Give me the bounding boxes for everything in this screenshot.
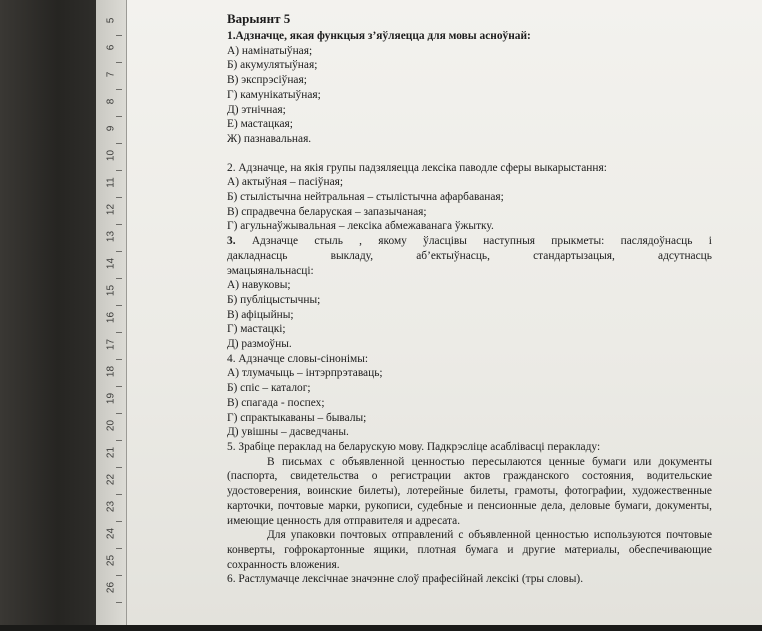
ruler-tick: [116, 224, 122, 225]
ruler-number: 8: [105, 98, 117, 105]
q3-word: дакладнасць: [227, 249, 288, 262]
ruler-number: 7: [105, 71, 117, 78]
ruler-tick: [116, 467, 122, 468]
q3-word: якому: [378, 235, 407, 248]
q3-word: Адзначце: [251, 235, 299, 248]
vertical-ruler: [96, 0, 127, 625]
q1-option: Б) акумулятыўная;: [227, 59, 318, 72]
q3-option: Г) мастацкі;: [227, 323, 286, 336]
ruler-number: 25: [105, 554, 117, 567]
q2-title: 2. Адзначце, на якія групы падзяляецца лексіка паводле сферы выкарыстання:: [227, 161, 607, 174]
q1-options: [227, 44, 727, 147]
q3-word: адсутнасць: [658, 249, 712, 262]
ruler-number: 5: [105, 17, 117, 24]
q3-option: В) афіцыйны;: [227, 308, 294, 321]
document-body: [227, 10, 727, 587]
q4-option: Б) спіс – каталог;: [227, 382, 311, 395]
ruler-tick: [116, 62, 122, 63]
ruler-number: 10: [105, 149, 117, 162]
variant-title: Варыянт 5: [227, 11, 291, 26]
ruler-number: 19: [105, 392, 117, 405]
q1-option: Д) этнічная;: [227, 103, 286, 116]
q3-title-line2: [227, 249, 712, 264]
q4-option: А) тлумачыць – інтэрпрэтаваць;: [227, 367, 383, 380]
ruler-number: 11: [105, 177, 117, 188]
q1-option: А) намінатыўная;: [227, 44, 313, 57]
ruler-number: 12: [105, 203, 117, 216]
ruler-number: 13: [105, 230, 117, 243]
ruler-number: 17: [105, 338, 117, 351]
ruler-number: 15: [105, 284, 117, 297]
ruler-number: 14: [105, 257, 117, 270]
q3-word: і: [708, 235, 712, 248]
q3-word: прыкметы:: [551, 235, 605, 248]
ruler-tick: [116, 35, 122, 36]
ruler-tick: [116, 575, 122, 576]
q3-title-line1: [227, 234, 712, 249]
ruler-tick: [116, 494, 122, 495]
q4-option: В) спагада - поспех;: [227, 396, 325, 409]
ruler-tick: [116, 89, 122, 90]
ruler-number: 16: [105, 311, 117, 324]
ruler-tick: [116, 521, 122, 522]
q3-word: паслядоўнасць: [620, 235, 693, 248]
q3-option: Б) публіцыстычны;: [227, 293, 321, 306]
ruler-tick: [116, 116, 122, 117]
q2-option: А) актыўная – пасіўная;: [227, 176, 344, 189]
ruler-number: 22: [105, 473, 117, 486]
monitor-bezel: [0, 0, 96, 631]
q5-paragraph-2: Для упаковки почтовых отправлений с объявленной ценностью используются почтовые конверты, гофрокартонные ящики, плотная бумага и другие материалы, обеспечивающие сохранность вложения.: [227, 529, 712, 571]
ruler-number: 26: [105, 581, 117, 594]
q3-word: аб’ектыўнасць,: [416, 249, 490, 262]
ruler-tick: [116, 602, 122, 603]
q1-title: 1.Адзначце, якая функцыя з’яўляецца для мовы асноўнай:: [227, 30, 531, 42]
q5-title: 5. Зрабіце пераклад на беларускую мову. Падкрэсліце асаблівасці перакладу:: [227, 440, 601, 453]
ruler-tick: [116, 170, 122, 171]
q6-title: 6. Растлумачце лексічнае значэнне слоў прафесійнай лексікі (тры словы).: [227, 573, 584, 586]
ruler-tick: [116, 386, 122, 387]
ruler-number: 6: [105, 44, 117, 51]
q4-option: Д) увішны – дасведчаны.: [227, 426, 349, 439]
ruler-tick: [116, 197, 122, 198]
q3-word: наступныя: [483, 235, 536, 248]
ruler-tick: [116, 332, 122, 333]
q3-word: выкладу,: [330, 249, 374, 262]
q3-word: ,: [359, 235, 363, 248]
ruler-tick: [116, 305, 122, 306]
ruler-number: 9: [105, 125, 117, 132]
ruler-number: 23: [105, 500, 117, 513]
ruler-tick: [116, 278, 122, 279]
q3-word: стандартызацыя,: [533, 249, 615, 262]
q3-word: ўласцівы: [423, 235, 467, 248]
ruler-tick: [116, 440, 122, 441]
q1-option: В) экспрэсіўная;: [227, 74, 307, 87]
q2-option: Г) агульнаўжывальная – лексіка абмежаванага ўжытку.: [227, 220, 494, 233]
q3-word: стыль: [314, 235, 343, 248]
ruler-number: 21: [105, 446, 117, 459]
q1-option: Г) камунікатыўная;: [227, 88, 321, 101]
ruler-tick: [116, 548, 122, 549]
q2-option: Б) стылістычна нейтральная – стылістычна афарбаваная;: [227, 191, 504, 204]
document-page[interactable]: [127, 0, 762, 625]
q3-title-line3: эмацыянальнасці:: [227, 264, 314, 277]
ruler-number: 18: [105, 365, 117, 378]
q1-option: Е) мастацкая;: [227, 118, 293, 131]
ruler-tick: [116, 143, 122, 144]
ruler-tick: [116, 251, 122, 252]
q2-option: В) спрадвечна беларуская – запазычаная;: [227, 205, 427, 218]
q4-title: 4. Адзначце словы-сінонімы:: [227, 352, 369, 365]
q4-option: Г) спрактыкаваны – бывалы;: [227, 411, 367, 424]
ruler-tick: [116, 359, 122, 360]
q3-word: 3.: [227, 235, 236, 248]
q3-option: Д) размоўны.: [227, 338, 292, 351]
ruler-tick: [116, 413, 122, 414]
ruler-number: 24: [105, 527, 117, 540]
q5-paragraph-1: В письмах с объявленной ценностью пересылаются ценные бумаги или документы (паспорта, свидетельства о регистрации актов гражданского состояния, водительские удостоверения, воинские билеты), лотерейные билеты, грамоты, фотографии, художественные карточки, почтовые марки, рукописи, судебные и пенсионные дела, деловые бумаги, документы, имеющие ценность для отправителя и адресата.: [227, 455, 712, 527]
q1-option: Ж) пазнавальная.: [227, 132, 312, 145]
ruler-number: 20: [105, 419, 117, 432]
q3-option: А) навуковы;: [227, 279, 291, 292]
monitor-bezel-bottom: [0, 625, 762, 631]
